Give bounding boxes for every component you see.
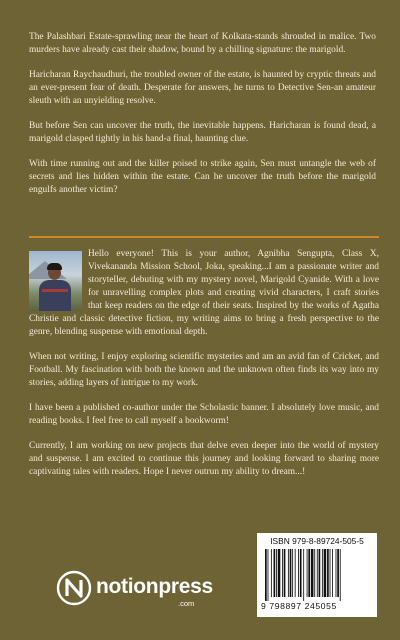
barcode-bar [337, 549, 339, 597]
barcode-bar [265, 549, 267, 601]
isbn-label: ISBN 979-8-89724-505-5 [270, 536, 364, 546]
barcode-bar [314, 549, 315, 597]
barcode-bar [268, 549, 269, 601]
barcode-bar [311, 549, 314, 597]
blurb-paragraph: The Palashbari Estate-sprawling near the heart of Kolkata-stands shrouded in malice. Two murders have already cast their shadow, bound by a chilling signature: the marigold. [29, 32, 376, 55]
author-paragraph: Hello everyone! This is your author, Agnibha Sengupta, Class X, Vivekananda Mission School, Joka, speaking...I am a passionate writer and storyteller, debuting with my mystery novel, Marigold Cyanide. With a love for unravelling complex plots and creating vivid characters, I craft stories that keep readers on the edge of their seats. Inspired by the works of Agatha Christie and classic detective fiction, my writing aims to bring a fresh perspective to the genre, blending suspense with emotional depth. [29, 249, 379, 337]
author-photo [29, 251, 82, 311]
author-paragraph: Currently, I am working on new projects that delve even deeper into the world of mystery and suspense. I am excited to continue this journey and looking forward to sharing more captivating tales with readers. Hope I never outrun my ability to dream...! [29, 441, 379, 477]
barcode-bar [303, 549, 304, 601]
blurb-paragraph: With time running out and the killer poised to strike again, Sen must untangle the web of secrets and lies hidden within the estate. Can he uncover the truth before the marigold engulfs another victim? [29, 159, 376, 195]
blurb-paragraph: Haricharan Raychaudhuri, the troubled owner of the estate, is haunted by cryptic threats and an ever-present fear of death. Desperate for answers, he turns to Detective Sen-an amateur sleuth with an unyielding resolve. [29, 70, 376, 106]
publisher-name: notionpress [96, 575, 213, 598]
barcode-bar [276, 549, 277, 597]
blurb-paragraph: But before Sen can uncover the truth, the inevitable happens. Haricharan is found dead, a marigold clasped tightly in his hand-a final, haunting clue. [29, 121, 376, 144]
barcode-graphic [263, 549, 371, 601]
barcode-bar [324, 549, 327, 597]
barcode-bar [330, 549, 331, 597]
notionpress-logo-icon [56, 570, 92, 606]
barcode-bar [307, 549, 308, 597]
barcode-bar [295, 549, 296, 597]
publisher-logo [56, 570, 216, 614]
author-paragraph: When not writing, I enjoy exploring scientific mysteries and am an avid fan of Cricket, and Football. My fascination with both the known and the unknown often finds its way into my stories, adding layers of intrigue to my work. [29, 352, 379, 388]
barcode-bar [308, 549, 310, 597]
barcode-bar [298, 549, 299, 597]
barcode-bar [288, 549, 289, 597]
author-bio [29, 248, 379, 491]
barcode-bar [284, 549, 286, 597]
barcode-bar [292, 549, 293, 597]
barcode-bar [278, 549, 281, 597]
barcode-bar [322, 549, 323, 597]
barcode-bar [319, 549, 321, 597]
barcode-bar [340, 549, 341, 601]
barcode-bar [274, 549, 276, 597]
isbn-barcode-box [257, 533, 377, 617]
divider-rule [29, 236, 379, 238]
barcode-bar [271, 549, 272, 597]
author-paragraph: I have been a published co-author under the Scholastic banner. I absolutely love music, and reading books. I feel free to call myself a bookworm! [29, 403, 379, 426]
barcode-bar [290, 549, 292, 597]
barcode-bar [332, 549, 333, 597]
barcode-bar [282, 549, 283, 597]
barcode-bar [300, 549, 302, 597]
barcode-bar [317, 549, 318, 597]
barcode-bar [336, 549, 337, 597]
barcode-bar [327, 549, 329, 597]
publisher-domain: .com [178, 599, 195, 608]
back-cover-blurb [29, 31, 376, 209]
barcode-digits: 9 798897 245055 [261, 601, 337, 611]
